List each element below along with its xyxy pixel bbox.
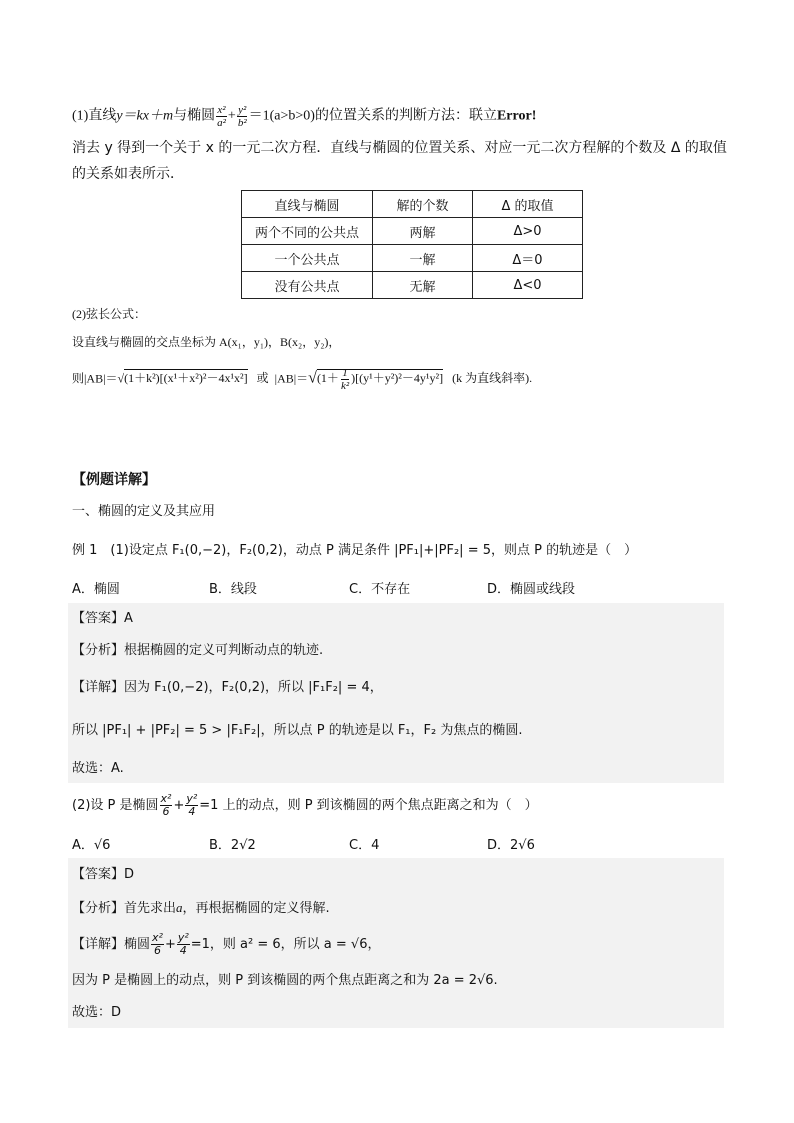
frac-num: x² bbox=[152, 931, 163, 944]
error-text: Error! bbox=[496, 108, 537, 124]
frac-x2-6 bbox=[151, 932, 164, 957]
frac-num: x² bbox=[217, 104, 226, 116]
example-1-detail-2: 所以 |PF₁| + |PF₂| = 5 > |F₁F₂|，所以点 P 的轨迹是以 F₁，F₂ 为焦点的椭圆. bbox=[72, 723, 523, 738]
frac-y2-4 bbox=[185, 793, 198, 818]
table-row bbox=[242, 272, 583, 299]
analysis-text-a: 【分析】首先求出 bbox=[72, 901, 177, 916]
detail-text-a: 【详解】椭圆 bbox=[72, 937, 151, 952]
example-2-analysis bbox=[72, 897, 330, 920]
frac-num: y² bbox=[177, 931, 189, 944]
table-cell: 两个不同的公共点 bbox=[242, 218, 373, 245]
table-header-cell: Δ 的取值 bbox=[473, 191, 583, 218]
frac-num: 1 bbox=[342, 367, 348, 379]
relation-table bbox=[241, 190, 583, 299]
example-1-detail-1: 【详解】因为 F₁(0,−2)，F₂(0,2)，所以 |F₁F₂| = 4， bbox=[72, 680, 383, 695]
example-2-option-c: C．4 bbox=[349, 838, 380, 853]
plus-sign: + bbox=[227, 108, 236, 124]
or-text: 或 bbox=[256, 371, 269, 386]
radicand-x: (1＋k²)[(x¹＋x²)²－4x¹x²] bbox=[124, 371, 248, 386]
table-cell: 没有公共点 bbox=[242, 272, 373, 299]
frac-den: k² bbox=[340, 380, 350, 392]
example-1-option-d: D．椭圆或线段 bbox=[487, 582, 576, 597]
example-2-choose: 故选：D bbox=[72, 1005, 122, 1020]
frac-1-k2 bbox=[340, 367, 350, 392]
table-cell: 无解 bbox=[373, 272, 473, 299]
example-2-stem bbox=[72, 793, 538, 818]
radicand-pre: (1＋ bbox=[316, 371, 339, 386]
line-equation: y＝kx＋m bbox=[116, 108, 174, 124]
table-header-cell: 解的个数 bbox=[373, 191, 473, 218]
intro-line-3: 的关系如表所示． bbox=[72, 166, 184, 182]
chord-setup: 设直线与椭圆的交点坐标为 A(x₁，y₁)，B(x₂，y₂)， bbox=[72, 335, 341, 349]
table-row bbox=[242, 218, 583, 245]
chord-formula: 则|AB|＝√(1＋k²)[(x¹＋x²)²－4x¹x²] 或 |AB|＝√(1＋ $\frac{1}{\text{k²}}$ )[(y¹＋y²)²－4y¹y²] (k 为直线斜率). bbox=[72, 367, 533, 392]
example-2-answer: 【答案】D bbox=[72, 867, 135, 882]
table-cell: Δ＝0 bbox=[473, 245, 583, 272]
frac-x2-a2 bbox=[216, 104, 227, 129]
intro-line-1 bbox=[72, 104, 536, 129]
formula-note: (k 为直线斜率). bbox=[452, 371, 533, 386]
intro-text-c: ＝1(a>b>0)的位置关系的判断方法：联立 bbox=[248, 108, 497, 124]
example-1-choose: 故选：A. bbox=[72, 761, 124, 776]
stem-text-a: (2)设 P 是椭圆 bbox=[72, 798, 159, 813]
frac-num: x² bbox=[160, 792, 172, 805]
table-header-row bbox=[242, 191, 583, 218]
frac-num: y² bbox=[238, 104, 247, 116]
example-1-option-a: A．椭圆 bbox=[72, 582, 120, 597]
table-cell: Δ<0 bbox=[473, 272, 583, 299]
example-2-option-a: A．√6 bbox=[72, 838, 111, 853]
example-1-answer: 【答案】A bbox=[72, 611, 133, 626]
intro-text-a: (1)直线 bbox=[72, 108, 117, 124]
table-cell: Δ>0 bbox=[473, 218, 583, 245]
table-header-cell: 直线与椭圆 bbox=[242, 191, 373, 218]
radicand-post: )[(y¹＋y²)²－4y¹y²] bbox=[351, 371, 444, 386]
frac-num: y² bbox=[186, 792, 198, 805]
example-1-analysis: 【分析】根据椭圆的定义可判断动点的轨迹. bbox=[72, 643, 324, 658]
stem-text-b: =1 上的动点，则 P 到该椭圆的两个焦点距离之和为（ ） bbox=[199, 798, 538, 813]
frac-den: a² bbox=[217, 117, 226, 129]
section-subheading: 一、椭圆的定义及其应用 bbox=[72, 504, 216, 519]
frac-y2-4 bbox=[177, 932, 190, 957]
table-cell: 两解 bbox=[373, 218, 473, 245]
example-2-option-b: B．2√2 bbox=[209, 838, 256, 853]
chord-title: (2)弦长公式： bbox=[72, 307, 146, 321]
frac-den: 6 bbox=[153, 944, 161, 957]
frac-den: 4 bbox=[188, 805, 196, 818]
frac-x2-6 bbox=[160, 793, 173, 818]
example-1-option-c: C．不存在 bbox=[349, 582, 411, 597]
intro-text-b: 与椭圆 bbox=[173, 108, 216, 124]
intro-line-2: 消去 y 得到一个关于 x 的一元二次方程．直线与椭圆的位置关系、对应一元二次方程解的个数及 Δ 的取值 bbox=[72, 140, 727, 156]
frac-den: b² bbox=[237, 117, 247, 129]
plus-sign: + bbox=[164, 937, 176, 952]
example-2-detail-2: 因为 P 是椭圆上的动点，则 P 到该椭圆的两个焦点距离之和为 2a = 2√6. bbox=[72, 973, 498, 988]
frac-den: 4 bbox=[179, 944, 187, 957]
table-row bbox=[242, 245, 583, 272]
example-2-option-d: D．2√6 bbox=[487, 838, 535, 853]
table-cell: 一解 bbox=[373, 245, 473, 272]
formula-prefix: 则|AB|＝ bbox=[72, 371, 118, 386]
example-2-detail-1 bbox=[72, 932, 380, 957]
analysis-text-b: ，再根据椭圆的定义得解. bbox=[182, 901, 330, 916]
plus-sign: + bbox=[173, 798, 185, 813]
example-1-stem: 例 1 (1)设定点 F₁(0,−2)，F₂(0,2)，动点 P 满足条件 |PF₁|+|PF₂| = 5，则点 P 的轨迹是（ ） bbox=[72, 543, 638, 558]
example-1-option-b: B．线段 bbox=[209, 582, 257, 597]
table-cell: 一个公共点 bbox=[242, 245, 373, 272]
detail-text-b: =1，则 a² = 6，所以 a = √6， bbox=[190, 937, 381, 952]
frac-y2-b2 bbox=[237, 104, 248, 129]
variable-a: a bbox=[176, 900, 183, 915]
formula-prefix-b: |AB|＝ bbox=[274, 371, 309, 386]
frac-den: 6 bbox=[162, 805, 170, 818]
section-heading: 【例题详解】 bbox=[72, 472, 156, 488]
